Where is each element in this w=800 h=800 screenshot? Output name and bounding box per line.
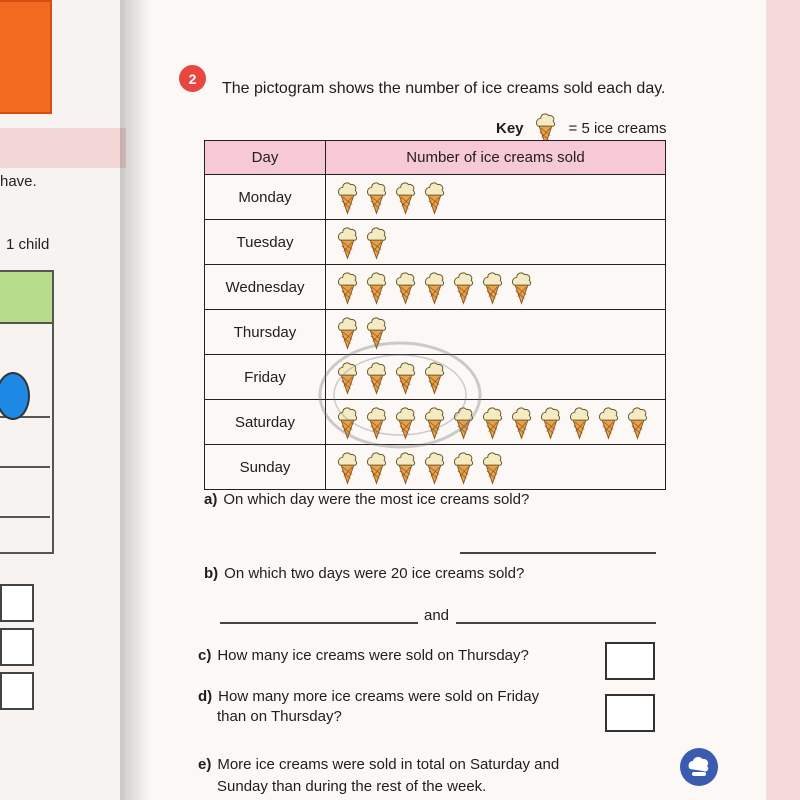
book-gutter: [120, 0, 150, 800]
ice-cream-icon: [423, 449, 446, 485]
watermark-stamp: [316, 340, 484, 450]
question-b: b) On which two days were 20 ice creams sold?: [204, 565, 525, 582]
header-count: Number of ice creams sold: [326, 141, 666, 175]
orange-shape: [0, 0, 52, 114]
icons-cell: [326, 445, 666, 490]
answer-box-left[interactable]: [0, 584, 34, 622]
ice-cream-icon: [336, 224, 359, 260]
answer-box-d[interactable]: [605, 694, 655, 732]
left-grid: [0, 322, 54, 554]
ice-cream-icon: [452, 449, 475, 485]
ice-cream-icon: [481, 269, 504, 305]
header-day: Day: [205, 141, 326, 175]
table-row: [205, 175, 666, 220]
ice-cream-icon: [626, 404, 649, 440]
ice-cream-icon: [365, 269, 388, 305]
left-text-child: 1 child: [6, 236, 50, 253]
answer-line-a[interactable]: [460, 552, 656, 554]
question-e: e) More ice creams were sold in total on Saturday and Sunday than during the rest of the week.: [198, 756, 560, 795]
icons-cell: [326, 220, 666, 265]
key-value: = 5 ice creams: [568, 119, 667, 137]
ice-cream-icon: [481, 449, 504, 485]
question-d: d) How many more ice creams were sold on Friday than on Thursday?: [198, 688, 540, 725]
table-row: [205, 265, 666, 310]
answer-box-left[interactable]: [0, 628, 34, 666]
day-cell: Tuesday: [205, 220, 326, 265]
ice-cream-icon: [394, 449, 417, 485]
ice-cream-icon: [452, 269, 475, 305]
and-label: and: [424, 607, 450, 624]
pink-band: [0, 128, 128, 168]
ice-cream-icon: [539, 404, 562, 440]
ice-cream-icon: [481, 404, 504, 440]
ice-cream-icon: [510, 269, 533, 305]
icons-cell: [326, 265, 666, 310]
ice-cream-icon: [336, 179, 359, 215]
ice-cream-badge-icon: [680, 748, 718, 786]
left-page: [0, 0, 128, 800]
icons-cell: [326, 175, 666, 220]
grid-line: [0, 466, 50, 468]
day-cell: Monday: [205, 175, 326, 220]
answer-box-c[interactable]: [605, 642, 655, 680]
ice-cream-icon: [597, 404, 620, 440]
day-cell: Wednesday: [205, 265, 326, 310]
ice-cream-icon: [423, 179, 446, 215]
answer-line-b1[interactable]: [220, 622, 418, 624]
left-text-have: have.: [0, 173, 37, 190]
answer-line-b2[interactable]: [456, 622, 656, 624]
question-number-badge: 2: [179, 65, 206, 92]
answer-box-left[interactable]: [0, 672, 34, 710]
day-cell: Friday: [205, 355, 326, 400]
ice-cream-icon: [510, 404, 533, 440]
question-a: a) On which day were the most ice creams sold?: [204, 491, 530, 508]
day-cell: Saturday: [205, 400, 326, 445]
ice-cream-icon: [394, 179, 417, 215]
question-intro: The pictogram shows the number of ice creams sold each day.: [222, 80, 666, 97]
day-cell: Sunday: [205, 445, 326, 490]
ice-cream-icon: [365, 179, 388, 215]
green-cell: [0, 270, 54, 324]
grid-line: [0, 516, 50, 518]
ice-cream-icon: [394, 269, 417, 305]
question-c: c) How many ice creams were sold on Thursday?: [198, 647, 529, 664]
day-cell: Thursday: [205, 310, 326, 355]
ice-cream-icon: [423, 269, 446, 305]
ice-cream-icon: [336, 449, 359, 485]
ice-cream-icon: [365, 449, 388, 485]
table-row: [205, 445, 666, 490]
ice-cream-icon: [568, 404, 591, 440]
table-row: [205, 220, 666, 265]
ice-cream-icon: [365, 224, 388, 260]
ice-cream-icon: [336, 269, 359, 305]
key-label: Key: [496, 119, 524, 137]
